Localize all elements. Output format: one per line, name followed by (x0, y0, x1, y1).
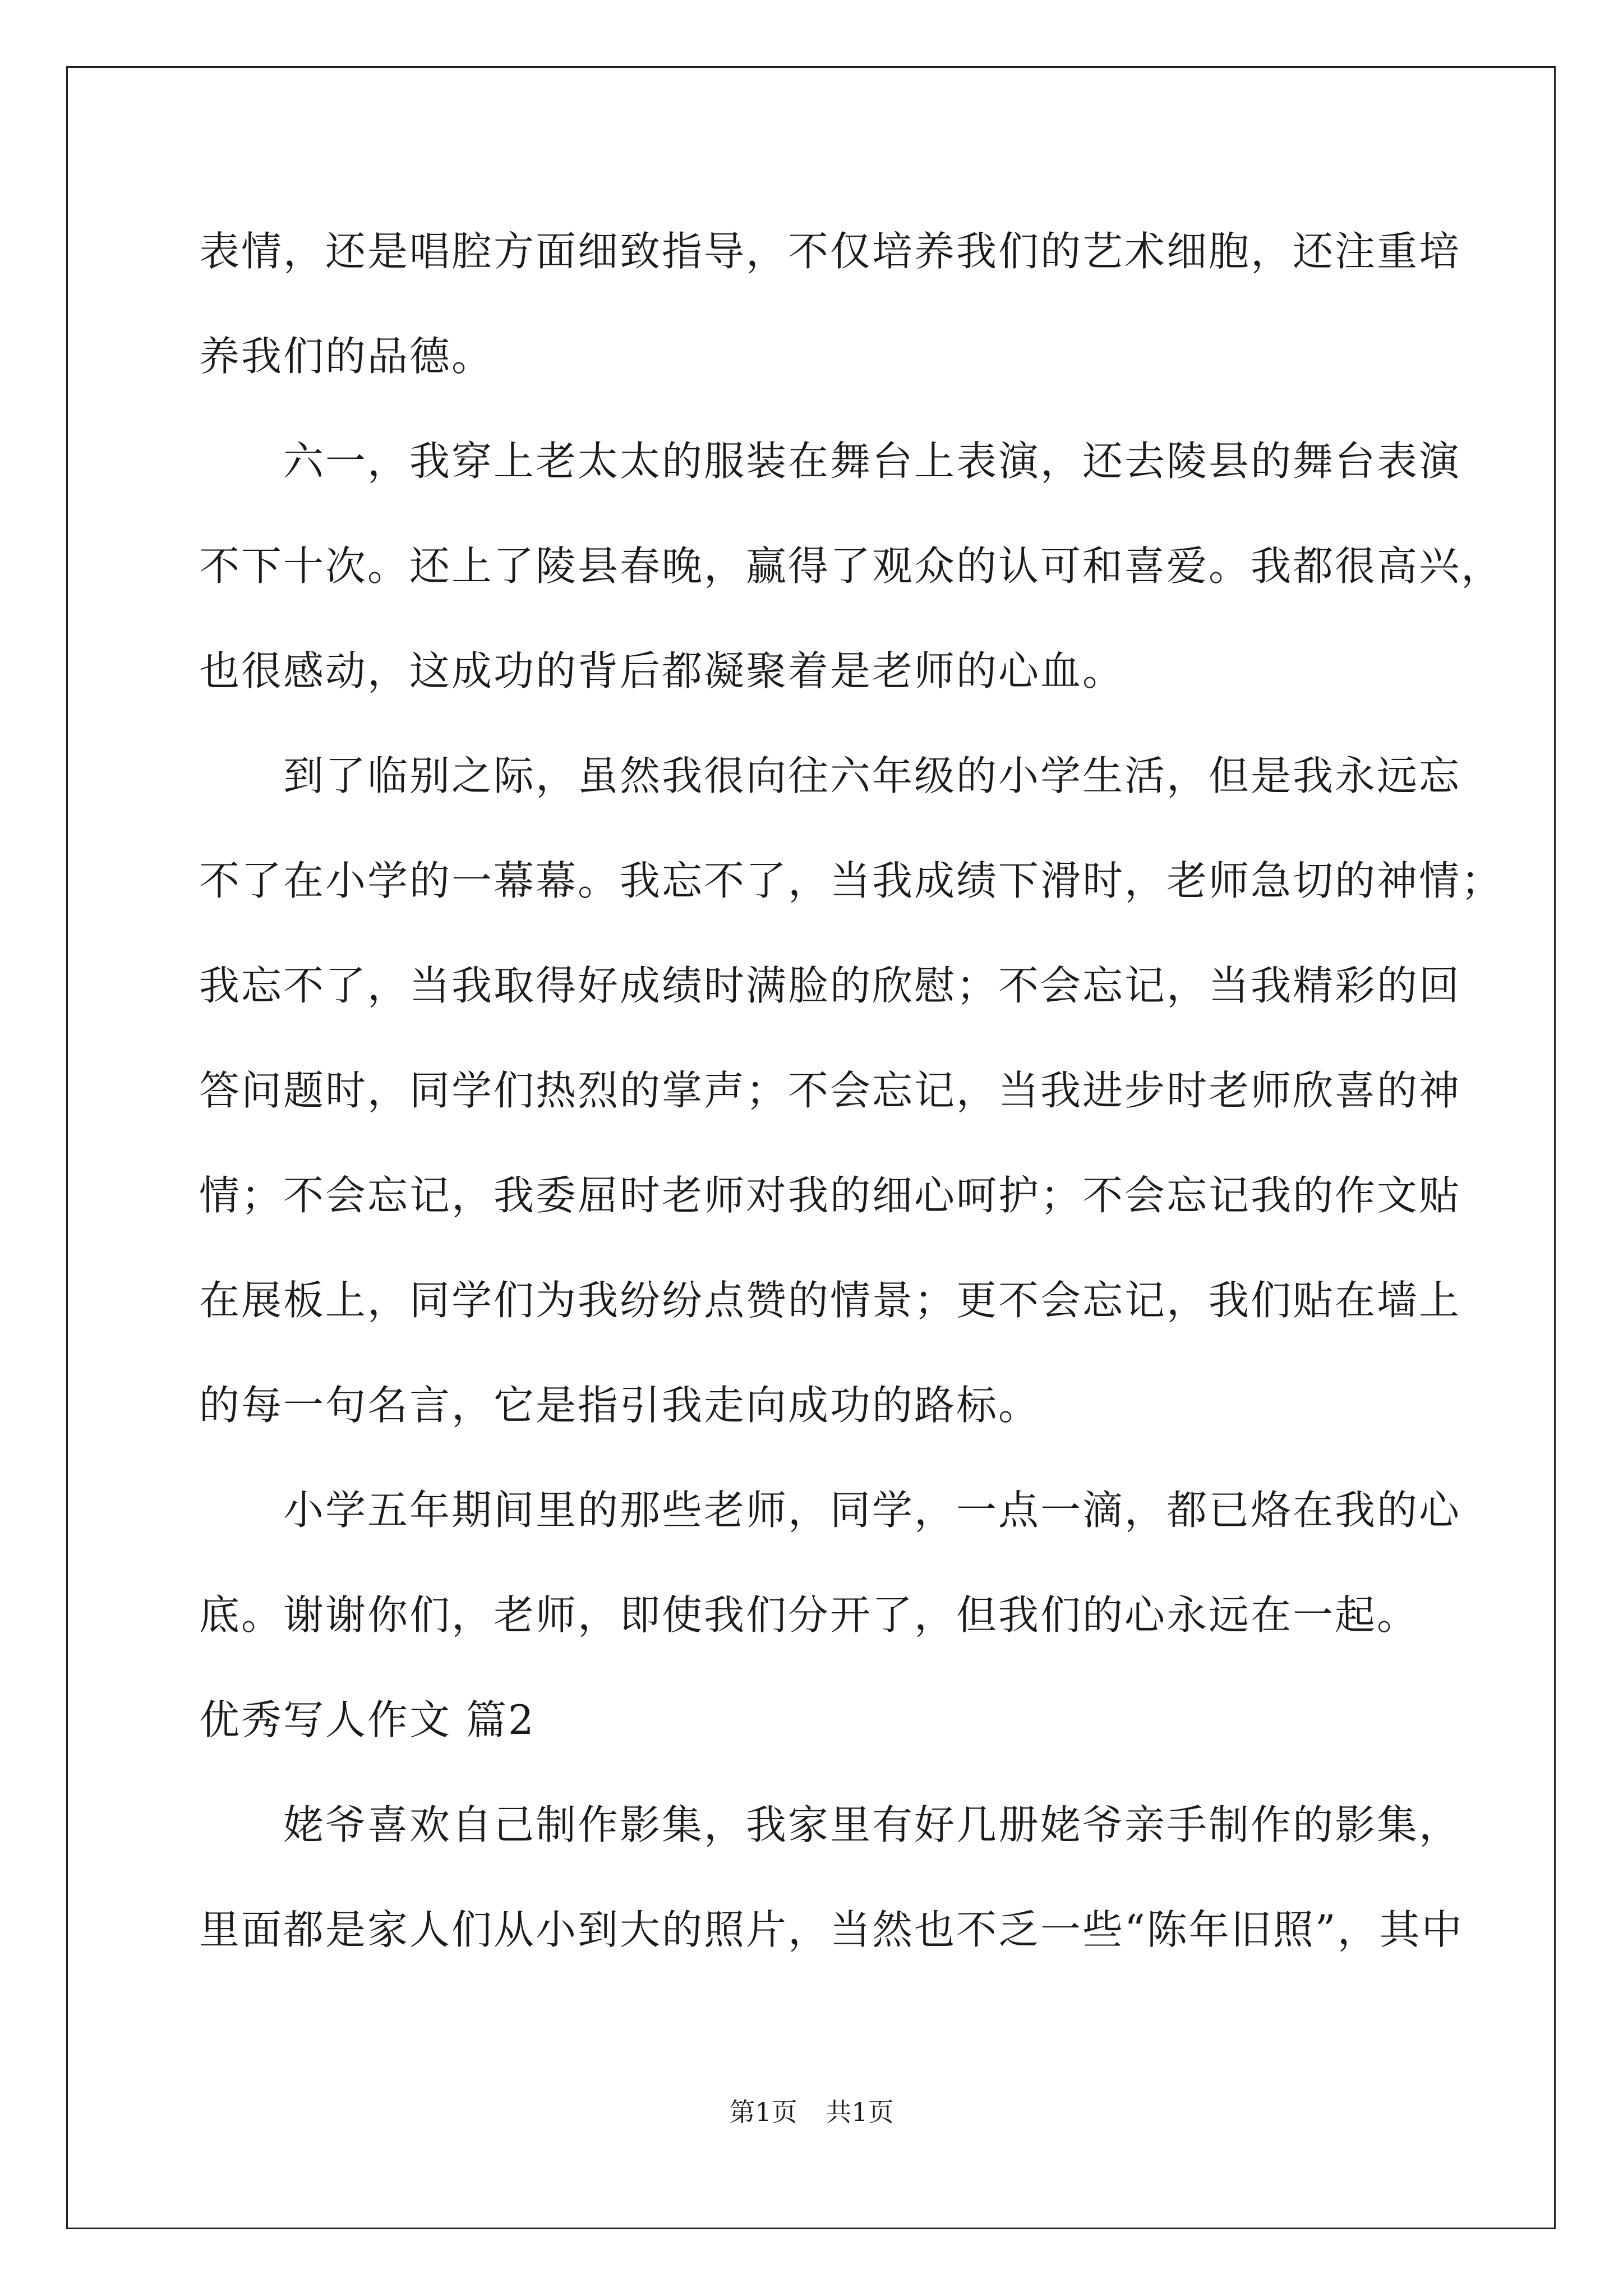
text-line-11: 在展板上，同学们为我纷纷点赞的情景；更不会忘记，我们贴在墙上 (199, 1277, 1461, 1324)
text-line-12: 的每一句名言，它是指引我走向成功的路标。 (199, 1382, 1041, 1429)
text-line-10: 情；不会忘记，我委屈时老师对我的细心呵护；不会忘记我的作文贴 (199, 1172, 1461, 1219)
text-line-7: 不了在小学的一幕幕。我忘不了，当我成绩下滑时，老师急切的神情； (199, 857, 1504, 904)
text-line-17: 里面都是家人们从小到大的照片，当然也不乏一些“陈年旧照”，其中 (199, 1906, 1464, 1953)
text-line-13: 小学五年期间里的那些老师，同学，一点一滴，都已烙在我的心 (199, 1487, 1461, 1534)
page-footer (0, 2095, 1623, 2129)
text-line-5: 也很感动，这成功的背后都凝聚着是老师的心血。 (199, 647, 1125, 694)
text-line-4: 不下十次。还上了陵县春晚，赢得了观众的认可和喜爱。我都很高兴， (199, 542, 1504, 590)
text-line-9: 答问题时，同学们热烈的掌声；不会忘记，当我进步时老师欣喜的神 (199, 1067, 1461, 1114)
text-line-16: 姥爷喜欢自己制作影集，我家里有好几册姥爷亲手制作的影集， (199, 1801, 1461, 1848)
text-line-8: 我忘不了，当我取得好成绩时满脸的欣慰；不会忘记，当我精彩的回 (199, 962, 1461, 1009)
section-heading: 优秀写人作文 篇2 (199, 1696, 536, 1743)
page-number: 第1页 (729, 2097, 797, 2127)
text-line-6: 到了临别之际，虽然我很向往六年级的小学生活，但是我永远忘 (199, 752, 1461, 799)
page-total: 共1页 (826, 2097, 894, 2127)
text-line-3: 六一，我穿上老太太的服装在舞台上表演，还去陵县的舞台表演 (199, 438, 1461, 485)
text-line-1: 表情，还是唱腔方面细致指导，不仅培养我们的艺术细胞，还注重培 (199, 228, 1461, 275)
text-line-14: 底。谢谢你们，老师，即使我们分开了，但我们的心永远在一起。 (199, 1591, 1419, 1639)
text-line-2: 养我们的品德。 (199, 333, 494, 380)
